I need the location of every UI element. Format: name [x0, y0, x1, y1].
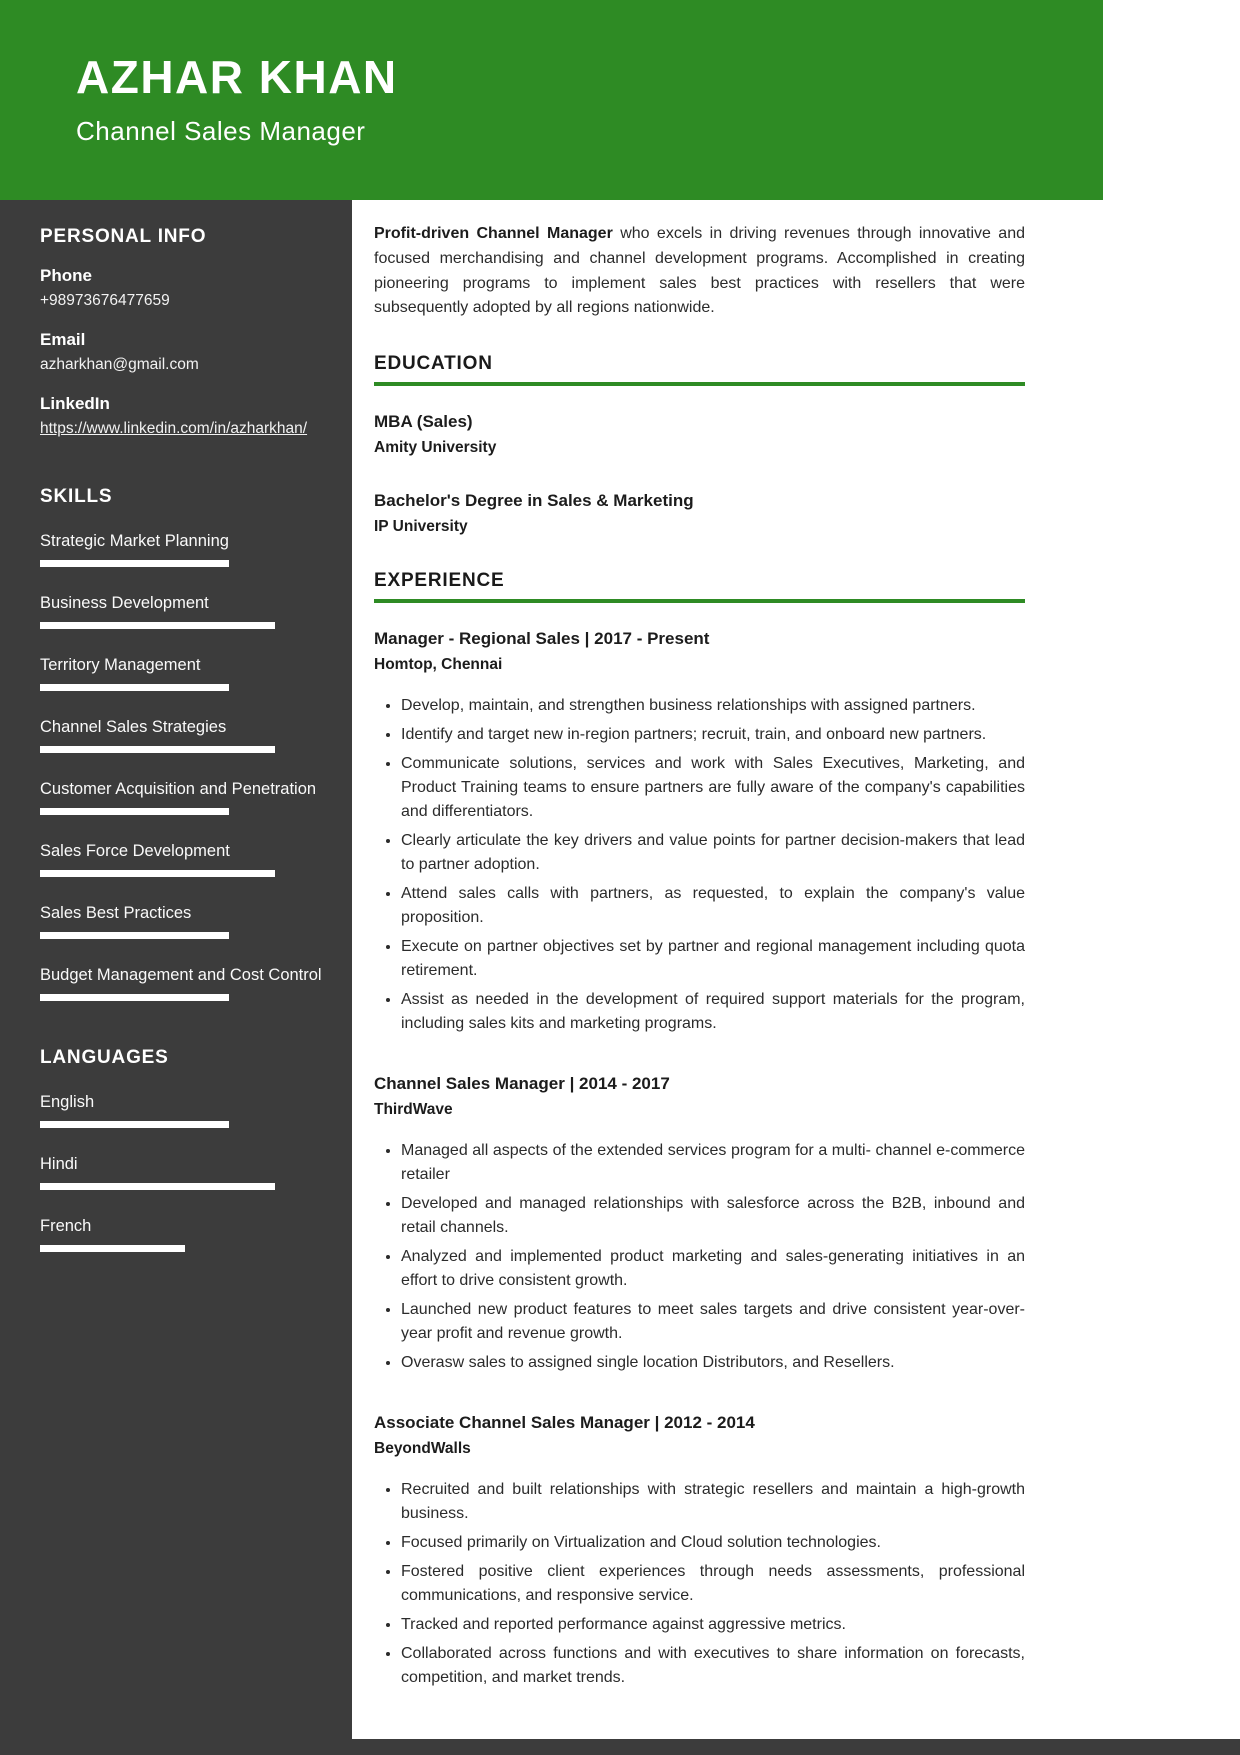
skill-name: Strategic Market Planning	[40, 531, 229, 550]
contact-field	[40, 394, 330, 440]
skill-bar-fill	[40, 994, 229, 1001]
skill-item	[40, 904, 330, 939]
experience-list	[374, 629, 1025, 1690]
skill-item	[40, 718, 330, 753]
experience-bullets	[374, 694, 1025, 1036]
footer-bar	[0, 1739, 1240, 1755]
skill-name: French	[40, 1216, 92, 1235]
skill-bar	[40, 684, 330, 691]
skill-bar-fill	[40, 1183, 275, 1190]
skill-bar-fill	[40, 684, 229, 691]
skill-name: English	[40, 1092, 95, 1111]
skill-bar-fill	[40, 808, 229, 815]
education-entry	[374, 412, 1025, 457]
skill-name: Customer Acquisition and Penetration	[40, 779, 317, 798]
experience-entry	[374, 1074, 1025, 1375]
experience-bullet: • Tracked and reported performance against aggressive metrics.	[401, 1613, 1025, 1637]
experience-bullets	[374, 1478, 1025, 1690]
experience-bullet: • Execute on partner objectives set by partner and regional management including quota retirement.	[401, 935, 1025, 983]
experience-title: Associate Channel Sales Manager | 2012 - 2014	[374, 1413, 755, 1433]
skill-item	[40, 966, 330, 1001]
languages-list	[40, 1093, 330, 1252]
contact-field-label: LinkedIn	[40, 393, 110, 413]
experience-company: ThirdWave	[374, 1101, 453, 1119]
contact-field	[40, 266, 330, 312]
skill-item	[40, 1217, 330, 1252]
experience-bullet: • Developed and managed relationships with salesforce across the B2B, inbound and retail channels.	[401, 1192, 1025, 1240]
contact-field	[40, 330, 330, 376]
summary-lead: Profit-driven Channel Manager	[374, 225, 613, 242]
contact-field-label: Phone	[40, 266, 92, 285]
skill-bar	[40, 808, 330, 815]
languages-section	[40, 1047, 330, 1252]
skill-item	[40, 594, 330, 629]
experience-bullet: • Clearly articulate the key drivers and value points for partner decision-makers that lead to partner adoption.	[401, 829, 1025, 877]
linkedin-link[interactable]: https://www.linkedin.com/in/azharkhan/	[40, 419, 308, 437]
skills-list	[40, 532, 330, 1001]
skill-bar	[40, 560, 330, 567]
experience-bullet: • Communicate solutions, services and work with Sales Executives, Marketing, and Product Training teams to ensure partners are fully aware of the company's capabilities and differentiators.	[401, 752, 1025, 824]
main-content	[352, 200, 1240, 1695]
contact-field-value: +98973676477659	[40, 292, 170, 309]
experience-section	[374, 570, 1025, 1690]
skill-bar-fill	[40, 1245, 185, 1252]
experience-bullet: • Focused primarily on Virtualization and Cloud solution technologies.	[401, 1531, 1025, 1555]
person-job-title: Channel Sales Manager	[76, 116, 366, 146]
skill-item	[40, 532, 330, 567]
skill-bar	[40, 1245, 330, 1252]
skill-name: Sales Force Development	[40, 841, 230, 860]
experience-bullet: • Assist as needed in the development of required support materials for the program, including sales kits and marketing programs.	[401, 988, 1025, 1036]
skill-item	[40, 1093, 330, 1128]
education-degree: MBA (Sales)	[374, 412, 473, 432]
education-list	[374, 412, 1025, 536]
summary-body: who excels in driving revenues through innovative and focused merchandising and channel development programs. Accomplished in creating pioneering programs to implement sales best practices with resellers that were subsequently adopted by all regions nationwide.	[374, 225, 1026, 317]
skill-name: Channel Sales Strategies	[40, 717, 227, 736]
experience-company: Homtop, Chennai	[374, 656, 503, 674]
experience-heading: EXPERIENCE	[374, 570, 1025, 603]
skill-bar-fill	[40, 622, 275, 629]
skill-bar-fill	[40, 932, 229, 939]
personal-info-fields	[40, 266, 330, 440]
experience-bullet: • Fostered positive client experiences through needs assessments, professional communications, and responsive service.	[401, 1560, 1025, 1608]
skill-name: Business Development	[40, 593, 209, 612]
languages-heading: LANGUAGES	[40, 1046, 169, 1068]
experience-bullet: • Recruited and built relationships with strategic resellers and maintain a high-growth business.	[401, 1478, 1025, 1526]
skill-name: Territory Management	[40, 655, 201, 674]
education-school: Amity University	[374, 439, 497, 457]
sidebar	[0, 200, 352, 1739]
personal-info-heading: PERSONAL INFO	[40, 226, 207, 247]
experience-entry	[374, 629, 1025, 1036]
skill-bar-fill	[40, 870, 275, 877]
skill-bar-fill	[40, 560, 229, 567]
experience-bullet: • Launched new product features to meet sales targets and drive consistent year-over-year profit and revenue growth.	[401, 1298, 1025, 1346]
experience-bullet: • Analyzed and implemented product marketing and sales-generating initiatives in an effort to drive consistent growth.	[401, 1245, 1025, 1293]
skill-name: Hindi	[40, 1154, 78, 1173]
skill-bar	[40, 1121, 330, 1128]
skill-item	[40, 1155, 330, 1190]
skills-section	[40, 486, 330, 1001]
experience-bullet: • Overasw sales to assigned single location Distributors, and Resellers.	[401, 1351, 1025, 1375]
contact-field-label: Email	[40, 329, 86, 349]
personal-info-section	[40, 226, 330, 440]
skill-bar-fill	[40, 1121, 229, 1128]
skill-bar	[40, 932, 330, 939]
experience-title: Manager - Regional Sales | 2017 - Present	[374, 629, 710, 649]
skill-item	[40, 842, 330, 877]
experience-bullet: • Identify and target new in-region partners; recruit, train, and onboard new partners.	[401, 723, 1025, 747]
experience-entry	[374, 1413, 1025, 1690]
education-heading: EDUCATION	[374, 353, 1025, 386]
skill-bar	[40, 1183, 330, 1190]
skills-heading: SKILLS	[40, 485, 113, 507]
experience-bullet: • Managed all aspects of the extended services program for a multi- channel e-commerce retailer	[401, 1139, 1025, 1187]
skill-item	[40, 656, 330, 691]
experience-company: BeyondWalls	[374, 1440, 471, 1458]
skill-item	[40, 780, 330, 815]
experience-bullet: • Develop, maintain, and strengthen business relationships with assigned partners.	[401, 694, 1025, 718]
education-degree: Bachelor's Degree in Sales & Marketing	[374, 491, 694, 511]
header-banner	[0, 0, 1103, 200]
skill-name: Budget Management and Cost Control	[40, 965, 322, 984]
contact-field-value: azharkhan@gmail.com	[40, 355, 199, 373]
experience-title: Channel Sales Manager | 2014 - 2017	[374, 1074, 670, 1094]
skill-bar	[40, 994, 330, 1001]
skill-bar-fill	[40, 746, 275, 753]
skill-name: Sales Best Practices	[40, 903, 192, 922]
skill-bar	[40, 622, 330, 629]
skill-bar	[40, 870, 330, 877]
experience-bullet: • Attend sales calls with partners, as requested, to explain the company's value proposition.	[401, 882, 1025, 930]
person-name: AZHAR KHAN	[76, 51, 398, 103]
education-section	[374, 353, 1025, 536]
experience-bullets	[374, 1139, 1025, 1375]
skill-bar	[40, 746, 330, 753]
profile-summary	[374, 222, 1025, 321]
experience-bullet: • Collaborated across functions and with executives to share information on forecasts, competition, and market trends.	[401, 1642, 1025, 1690]
education-school: IP University	[374, 518, 468, 536]
education-entry	[374, 491, 1025, 536]
